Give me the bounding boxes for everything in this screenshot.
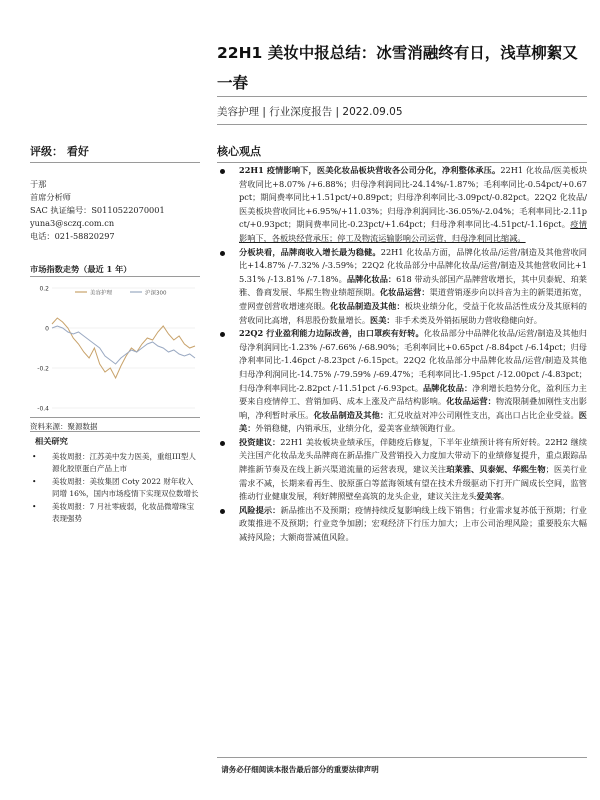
y-tick-label: 0 <box>45 325 49 333</box>
related-title: 相关研究 <box>35 436 68 446</box>
related-list <box>30 451 200 526</box>
report-subtitle: 美容护理 | 行业深度报告 | 2022.09.05 <box>217 106 403 118</box>
legend-label: 美容护理 <box>90 290 113 297</box>
rating-divider <box>30 162 200 163</box>
legal-footer: 请务必仔细阅读本报告最后部分的重要法律声明 <box>221 765 379 774</box>
related-item[interactable]: • 美妆周报：美妆集团 Coty 2022 财年收入同增 16%，国内市场疫情下实现双位数增长 <box>32 477 199 498</box>
core-body <box>217 164 587 545</box>
analyst-role: 首席分析师 <box>30 192 71 202</box>
related-item[interactable]: • 美妆周报：江苏美中发力医美，重组III型人源化胶原蛋白产品上市 <box>32 452 196 473</box>
source-divider <box>30 431 200 432</box>
chart-title: 市场指数走势（最近 1 年） <box>30 264 132 274</box>
point-performance: 22H1 疫情影响下，医美化妆品板块营收各公司分化，净利整体承压。22H1 化妆品/医美板块营收同比+8.07% /+6.88%；归母净利润同比-24.14%/-1.87%；毛利率同比-0.54pct/+0.67pct；期间费率同比+1.51pct/+0.89pct；归母净利率同比-3.09pct/-0.82pct。22Q2 化妆品/医美板块营收同比+6.95%/+11.03%；归母净利润同比-36.05%/-2.04%；毛利率同比-2.11pct/+0.93pct；期间费率同比-0.23pct/+1.64pct；归母净利率同比-4.51pct/-1.16pct。疫情影响下，各板块经营承压；停工及物流运输影响公司运营，归母净利同比缩减。 <box>217 164 587 246</box>
rating: 评级： 看好 <box>30 145 89 158</box>
chart-source: 资料来源：聚源数据 <box>30 422 98 431</box>
market-index-chart <box>30 280 200 415</box>
bullet-icon: • <box>32 502 37 511</box>
related-item[interactable]: • 美妆周报：7 月社零疲弱，化妆品微增珠宝表现强势 <box>32 502 195 523</box>
point-risk: 风险提示：新品推出不及预期；疫情持续反复影响线上线下销售；行业需求复苏低于预期；行业政策推进不及预期；行业竞争加剧；宏观经济下行压力加大；上市公司治理风险；重要股东大幅减持风险；大额商誉减值风险。 <box>217 504 587 545</box>
title-divider <box>217 96 587 97</box>
bullet-icon <box>220 169 225 174</box>
footer-divider <box>217 757 587 758</box>
bullet-icon: • <box>32 477 37 486</box>
subtitle-divider <box>217 124 587 125</box>
point-profitability: 22Q2 行业盈利能力边际改善，由口罩疾有好转。化妆品部分中品牌化妆品/运营/制造及其他归母净利润同比-1.23% /-67.66% /-68.90%；毛利率同比+0.65pct /-8.84pct /-6.14pct；归母净利率同比-1.46pct /-8.23pct /-6.15pct。22Q2 化妆品部分中品牌化妆品/运营/制造及其他归母净利润同比-14.75% /-79.59% /-69.47%；毛利率同比-1.95pct /-12.00pct /-4.83pct；归母净利率同比-2.82pct /-11.51pct /-6.93pct。品牌化妆品：净利增长趋势分化，盈利压力主要来自疫情停工、营销加码、成本上涨及产品结构影响。化妆品运营：物流限制叠加刚性支出影响，净利暂时承压。化妆品制造及其他：汇兑收益对冲公司刚性支出，高出口占比企业受益。医美：外销稳健，内销承压，业绩分化，爱美客业绩领跑行业。 <box>217 327 587 436</box>
analyst-info <box>30 178 165 243</box>
chart-bottom-divider <box>30 417 200 418</box>
series-line-0 <box>52 318 195 378</box>
point-investment: 投资建议：22H1 美妆板块业绩承压，伴随疫后修复，下半年业绩预计将有所好转。22H2 继续关注国产化妆品龙头品牌商在新品推广及营销投入力度加大带动下的业绩修复提升，重点跟踪品牌推新节奏及在线上新兴渠道流量的运营表现，建议关注珀莱雅、贝泰妮、华熙生物；医美行业需求不减，长期来看再生、胶原蛋白等蓝海领域有望在技术升级驱动下打开广阔成长空间，监管推动行业健康发展，利好牌照壁垒高筑的龙头企业，建议关注龙头爱美客。 <box>217 436 587 504</box>
legend-label: 沪深300 <box>145 290 167 297</box>
point-segments: 分板块看，品牌商收入增长最为稳健。22H1 化妆品方面，品牌化妆品/运营/制造及其他营收同比+14.87% /-7.32% /-3.59%；22Q2 化妆品部分中品牌化妆品/运营/制造及其他营收同比+15.31% /-13.81% /-7.18%。品牌化妆品：618 带动头部国产品牌营收增长，其中贝泰妮、珀莱雅、鲁商发展、华熙生物业绩超预期。化妆品运营：渠道营销逐步向以抖音为主的新渠道拓宽，壹网壹创营收增速亮眼。化妆品制造及其他：板块业绩分化，受益于化妆品活性成分及其原料的营收同比高增，科思股份数量增长。医美：非手术类及外销拓展助力营收稳健向好。 <box>217 246 587 328</box>
bullet-icon <box>220 441 225 446</box>
y-tick-label: -0.2 <box>37 365 49 373</box>
analyst-name: 于那 <box>30 179 47 189</box>
analyst-phone: 电话：021-58820297 <box>30 231 115 241</box>
report-title: 22H1 美妆中报总结：冰雪消融终有日，浅草柳絮又一春 <box>217 44 578 92</box>
y-tick-label: -0.4 <box>37 405 49 413</box>
core-heading: 核心观点 <box>217 145 261 158</box>
chart-title-divider <box>30 276 200 277</box>
analyst-sac: SAC 执证编号：S0110522070001 <box>30 205 165 215</box>
y-tick-label: 0.2 <box>39 285 49 293</box>
bullet-icon: • <box>32 452 37 461</box>
core-divider <box>217 162 587 163</box>
bullet-icon <box>220 332 225 337</box>
bullet-icon <box>220 509 225 514</box>
analyst-email: yuna3@sczq.com.cn <box>30 218 115 228</box>
bullet-icon <box>220 251 225 256</box>
series-line-1 <box>52 326 195 364</box>
